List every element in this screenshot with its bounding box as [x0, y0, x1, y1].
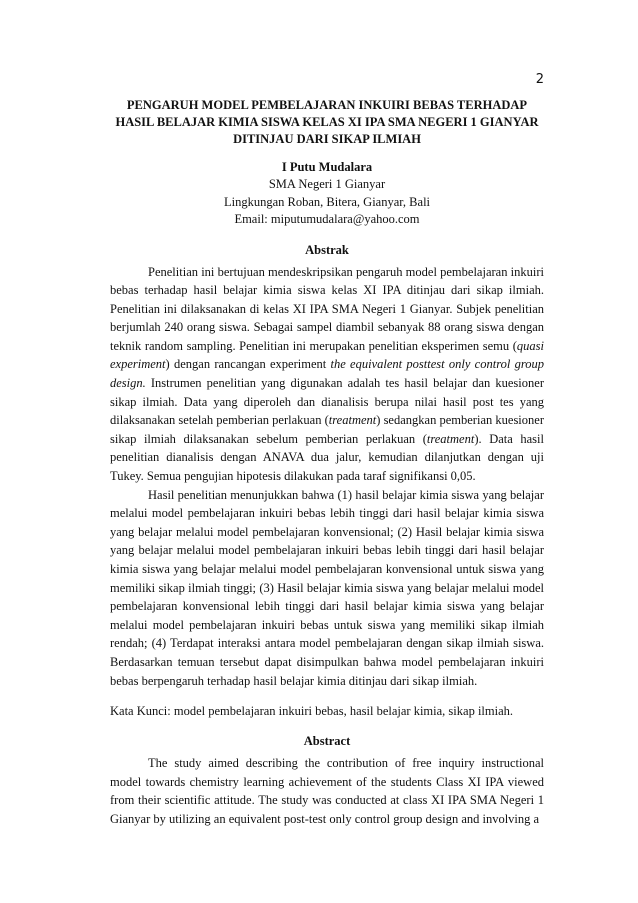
paper-body [110, 97, 544, 829]
author-name: I Putu Mudalara [281, 160, 373, 174]
affiliation-school: SMA Negeri 1 Gianyar [268, 177, 386, 191]
affiliation-email: Email: miputumudalara@yahoo.com [234, 212, 420, 226]
title-line: PENGARUH MODEL PEMBELAJARAN INKUIRI BEBAS TERHADAP [126, 98, 528, 112]
keywords: Kata Kunci: model pembelajaran inkuiri bebas, hasil belajar kimia, sikap ilmiah. [110, 704, 514, 719]
paper-title [110, 97, 544, 148]
abstract-paragraph-1: The study aimed describing the contribution of free inquiry instructional model towards chemistry learning achievement of the students Class XI IPA viewed from their scientific attitude. The study was conducted at class XI IPA SMA Negeri 1 Gianyar by utilizing an equivalent post-test only control group design and involving a [110, 756, 544, 826]
title-line: DITINJAU DARI SIKAP ILMIAH [233, 132, 421, 146]
abstrak-paragraph-2: Hasil penelitian menunjukkan bahwa (1) hasil belajar kimia siswa yang belajar melalui model pembelajaran inkuiri bebas lebih tinggi dari hasil belajar kimia siswa yang belajar melalui model pembelajaran konvensional; (2) Hasil belajar kimia siswa yang belajar melalui model pembelajaran inkuiri bebas lebih tinggi dari hasil belajar kimia siswa yang belajar melalui model pembelajaran konvensional untuk siswa yang memiliki sikap ilmiah tinggi; (3) Hasil belajar kimia siswa yang belajar melalui model pembelajaran konvensional lebih tinggi dari hasil belajar kimia siswa yang belajar melalui model pembelajaran inkuiri bebas untuk siswa yang memiliki sikap ilmiah rendah; (4) Terdapat interaksi antara model pembelajaran dengan sikap ilmiah siswa. Berdasarkan temuan tersebut dapat disimpulkan bahwa model pembelajaran inkuiri bebas berpengaruh terhadap hasil belajar kimia ditinjau dari sikap ilmiah. [110, 487, 544, 688]
page-number: 2 [535, 72, 544, 87]
affiliation-address: Lingkungan Roban, Bitera, Gianyar, Bali [223, 194, 431, 209]
title-line: HASIL BELAJAR KIMIA SISWA KELAS XI IPA SMA NEGERI 1 GIANYAR [115, 115, 539, 129]
author-affiliation [110, 176, 544, 229]
abstrak-paragraph-1: Penelitian ini bertujuan mendeskripsikan pengaruh model pembelajaran inkuiri bebas terhadap hasil belajar kimia siswa kelas XI IPA ditinjau dari sikap ilmiah. Penelitian ini dilaksanakan di kelas XI IPA SMA Negeri 1 Gianyar. Subjek penelitian berjumlah 240 orang siswa. Sebagai sampel diambil sebanyak 88 orang siswa dengan teknik random sampling. Penelitian ini merupakan penelitian eksperimen semu (quasi experiment) dengan rancangan experiment the equivalent posttest only control group design. Instrumen penelitian yang digunakan adalah tes hasil belajar dan kuesioner sikap ilmiah. Data yang diperoleh dan dianalisis berupa nilai hasil post tes yang dilaksanakan setelah pemberian perlakuan (treatment) sedangkan pemberian kuesioner sikap ilmiah dilaksanakan sebelum pemberian perlakuan (treatment). Data hasil penelitian dianalisis dengan ANAVA dua jalur, kemudian dilanjutkan dengan uji Tukey. Semua pengujian hipotesis dilakukan pada taraf signifikansi 0,05. [110, 264, 544, 484]
abstrak-heading: Abstrak [305, 242, 349, 257]
abstract-heading: Abstract [303, 734, 351, 749]
